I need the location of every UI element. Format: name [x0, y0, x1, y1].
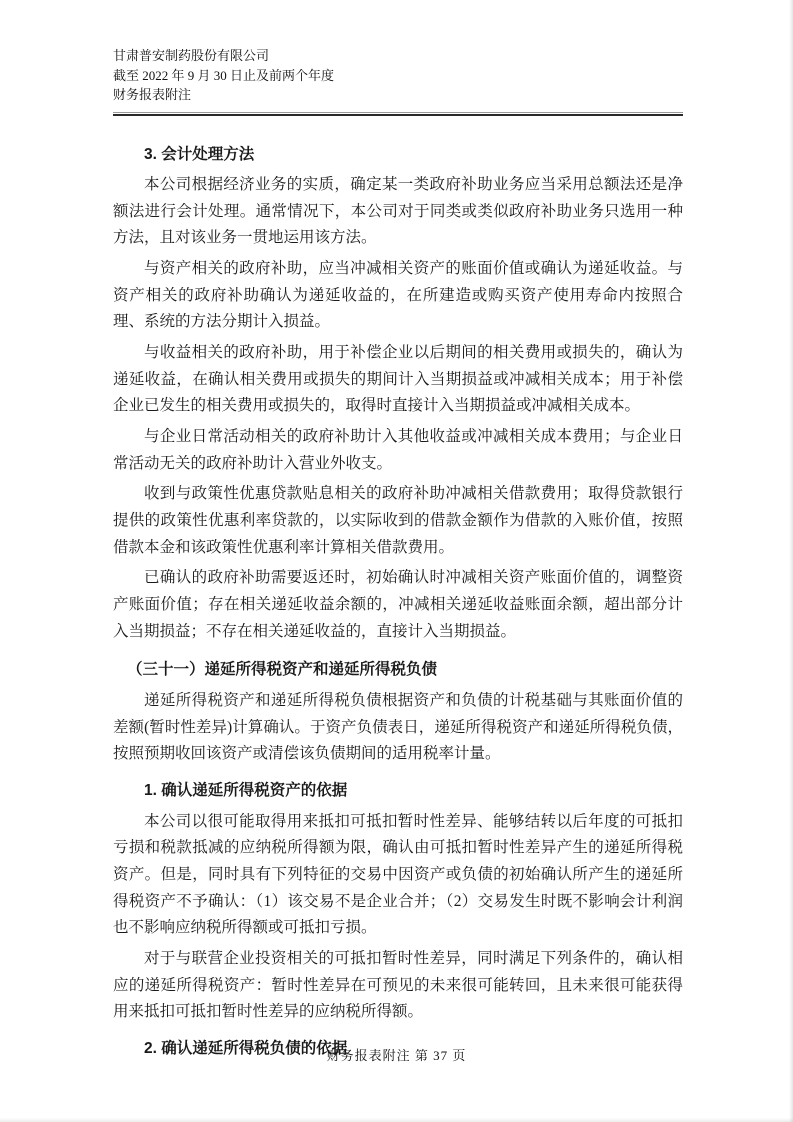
- paragraph-associate-investments: 对于与联营企业投资相关的可抵扣暂时性差异，同时满足下列条件的，确认相应的递延所得税资产：暂时性差异在可预见的未来很可能转回，且未来很可能获得用来抵扣可抵扣暂时性差异的应纳税所得额。: [113, 949, 683, 1021]
- paragraph-policy-loan-discount: 收到与政策性优惠贷款贴息相关的政府补助冲减相关借款费用；取得贷款银行提供的政策性优惠利率贷款的，以实际收到的借款金额作为借款的入账价值，按照借款本金和该政策性优惠利率计算相关借款费用。: [113, 485, 683, 556]
- paragraph-daily-activity-grants: 与企业日常活动相关的政府补助计入其他收益或冲减相关成本费用；与企业日常活动无关的政府补助计入营业外收支。: [113, 428, 683, 472]
- heading-accounting-treatment: 3. 会计处理方法: [144, 145, 255, 163]
- paragraph-deductible-differences: 本公司以很可能取得用来抵扣可抵扣暂时性差异、能够结转以后年度的可抵扣亏损和税款抵减的应纳税所得额为限，确认由可抵扣暂时性差异产生的递延所得税资产。但是，同时具有下列特征的交易中因资产或负债的初始确认所产生的递延所得税资产不予确认：（1）该交易不是企业合并；（2）交易发生时既不影响会计利润也不影响应纳税所得额或可抵扣亏损。: [113, 812, 683, 937]
- company-name: 甘肃普安制药股份有限公司: [113, 48, 270, 63]
- heading-section-31-deferred-tax: （三十一）递延所得税资产和递延所得税负债: [126, 661, 437, 679]
- document-body: [113, 142, 683, 1063]
- paragraph-grant-repayment: 已确认的政府补助需要返还时，初始确认时冲减相关资产账面价值的，调整资产账面价值；存在相关递延收益余额的，冲减相关递延收益账面余额，超出部分计入当期损益；不存在相关递延收益的，直接计入当期损益。: [113, 569, 683, 640]
- paragraph-grant-method: 本公司根据经济业务的实质，确定某一类政府补助业务应当采用总额法还是净额法进行会计处理。通常情况下，本公司对于同类或类似政府补助业务只选用一种方法，且对该业务一贯地运用该方法。: [113, 176, 683, 247]
- paragraph-deferred-tax-basis: 递延所得税资产和递延所得税负债根据资产和负债的计税基础与其账面价值的差额(暂时性差异)计算确认。于资产负债表日，递延所得税资产和递延所得税负债，按照预期收回该资产或清偿该负债期间的适用税率计量。: [113, 691, 683, 763]
- paragraph-asset-related-grants: 与资产相关的政府补助，应当冲减相关资产的账面价值或确认为递延收益。与资产相关的政府补助确认为递延收益的，在所建造或购买资产使用寿命内按照合理、系统的方法分期计入损益。: [113, 260, 683, 331]
- document-header: [113, 46, 683, 105]
- heading-deferred-tax-liability-basis: 2. 确认递延所得税负债的依据: [144, 1039, 348, 1057]
- paragraph-income-related-grants: 与收益相关的政府补助，用于补偿企业以后期间的相关费用或损失的，确认为递延收益，在确认相关费用或损失的期间计入当期损益或冲减相关成本；用于补偿企业已发生的相关费用或损失的，取得时直接计入当期损益或冲减相关成本。: [113, 344, 683, 415]
- page-edge-shadow-right: [789, 0, 793, 1122]
- page-footer: 财务报表附注 第 37 页: [326, 1048, 467, 1063]
- page-edge-shadow-bottom: [0, 1118, 793, 1122]
- header-rule: [113, 112, 683, 116]
- report-period: 截至 2022 年 9 月 30 日止及前两个年度: [113, 67, 335, 83]
- heading-deferred-tax-asset-basis: 1. 确认递延所得税资产的依据: [144, 781, 348, 799]
- document-title: 财务报表附注: [113, 87, 192, 102]
